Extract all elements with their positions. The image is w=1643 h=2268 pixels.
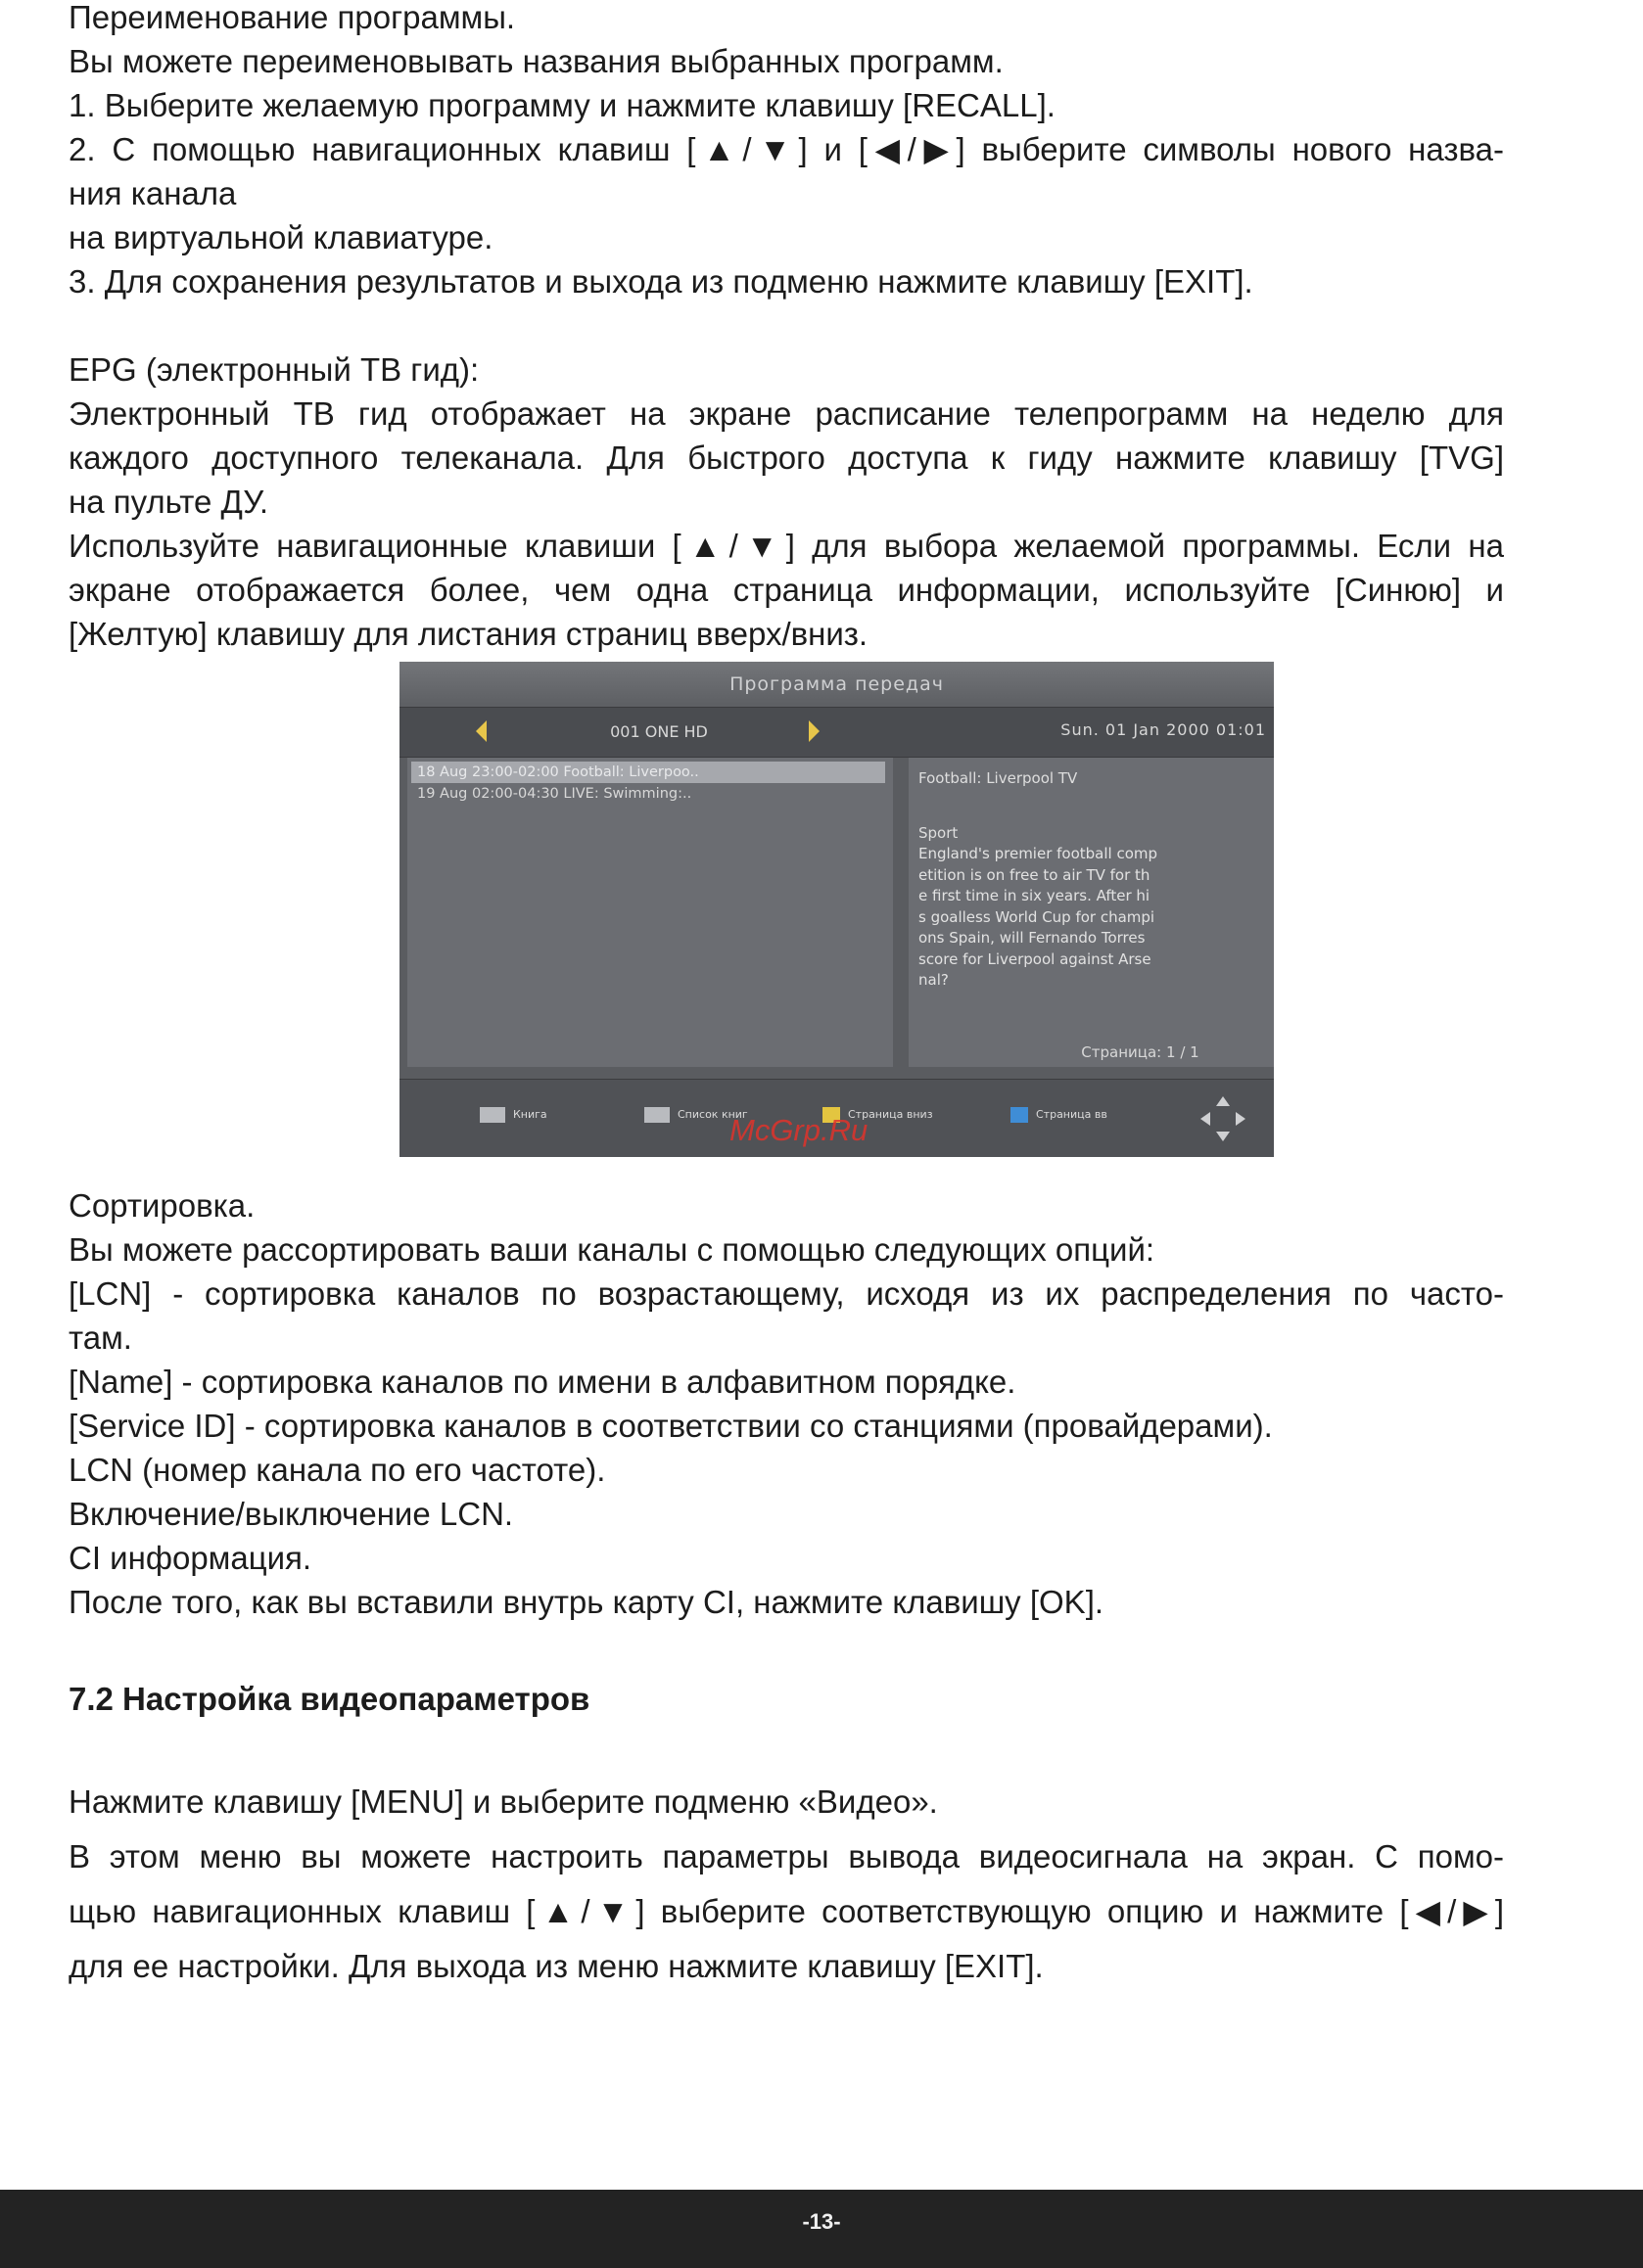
- page-number: -13-: [802, 2209, 841, 2234]
- paragraph-line: EPG (электронный ТВ гид):: [69, 351, 480, 388]
- epg-event-detail: [909, 758, 1274, 1067]
- epg-footer-blue: Страница вв: [1010, 1107, 1107, 1123]
- paragraph-line: [Желтую] клавишу для листания страниц вверх/вниз.: [69, 616, 868, 652]
- epg-screenshot: [399, 662, 1274, 1157]
- paragraph-line: там.: [69, 1319, 132, 1356]
- epg-event-row: 18 Aug 23:00-02:00 Football: Liverpoo..: [411, 762, 885, 783]
- paragraph-line: Используйте навигационные клавиши [▲/▼] для выбора желаемой программы. Если на: [69, 528, 1504, 564]
- paragraph-line: 2. С помощью навигационных клавиш [▲/▼] и [◀/▶] выберите символы нового назва-: [69, 131, 1504, 167]
- paragraph-line: [LCN] - сортировка каналов по возрастающему, исходя из их распределения по часто-: [69, 1275, 1504, 1312]
- watermark: McGrp.Ru: [729, 1113, 868, 1147]
- paragraph-line: для ее настройки. Для выхода из меню нажмите клавишу [EXIT].: [69, 1948, 1044, 1984]
- paragraph-line: Вы можете переименовывать названия выбранных программ.: [69, 43, 1004, 79]
- epg-footer-yellow: Страница вниз: [822, 1107, 933, 1123]
- paragraph-line: ния канала: [69, 175, 237, 211]
- epg-detail-description: England's premier football comp etition is on free to air TV for th e first time in six years. After hi s goalless World Cup for champi ons Spain, will Fernando Torres score for Liverpool against Arse nal?: [918, 845, 1158, 989]
- dpad-icon: [1198, 1094, 1247, 1143]
- epg-event-list: [407, 758, 893, 1067]
- epg-datetime: Sun. 01 Jan 2000 01:01: [1060, 720, 1266, 739]
- paragraph-line: 3. Для сохранения результатов и выхода из подменю нажмите клавишу [EXIT].: [69, 263, 1253, 300]
- paragraph-line: CI информация.: [69, 1540, 312, 1576]
- paragraph-line: Вы можете рассортировать ваши каналы с помощью следующих опций:: [69, 1231, 1155, 1268]
- list-key-icon: [644, 1107, 670, 1123]
- page-text-top: [69, 0, 1504, 656]
- ok-key-icon: [480, 1107, 505, 1123]
- paragraph-line: LCN (номер канала по его частоте).: [69, 1452, 606, 1488]
- arrow-left-icon: [476, 720, 487, 742]
- video-section: [69, 1775, 1504, 1994]
- sorting-section: [69, 1183, 1504, 1624]
- paragraph-line: [Service ID] - сортировка каналов в соответствии со станциями (провайдерами).: [69, 1408, 1273, 1444]
- epg-title: Программа передач: [399, 662, 1274, 707]
- epg-channel-name: 001 ONE HD: [610, 722, 708, 741]
- paragraph-line: Сортировка.: [69, 1187, 256, 1224]
- paragraph-line: Электронный ТВ гид отображает на экране расписание телепрограмм на неделю для: [69, 395, 1504, 432]
- paragraph-line: экране отображается более, чем одна страница информации, используйте [Синюю] и: [69, 572, 1504, 608]
- epg-footer-ok: Книга: [480, 1107, 547, 1123]
- paragraph-line: 1. Выберите желаемую программу и нажмите клавишу [RECALL].: [69, 87, 1056, 123]
- epg-detail-title: Football: Liverpool TV: [918, 769, 1078, 787]
- epg-detail-genre: Sport: [918, 824, 959, 842]
- section-heading: 7.2 Настройка видеопараметров: [69, 1681, 590, 1717]
- epg-event-row: 19 Aug 02:00-04:30 LIVE: Swimming:..: [417, 786, 692, 802]
- arrow-right-icon: [809, 720, 820, 742]
- epg-footer-list: Список книг: [644, 1107, 748, 1123]
- paragraph-line: на виртуальной клавиатуре.: [69, 219, 493, 255]
- paragraph-line: каждого доступного телеканала. Для быстрого доступа к гиду нажмите клавишу [TVG]: [69, 440, 1504, 476]
- paragraph-line: Включение/выключение LCN.: [69, 1496, 514, 1532]
- paragraph-line: Переименование программы.: [69, 0, 516, 35]
- paragraph-line: [Name] - сортировка каналов по имени в алфавитном порядке.: [69, 1364, 1016, 1400]
- paragraph-line: После того, как вы вставили внутрь карту CI, нажмите клавишу [OK].: [69, 1584, 1104, 1620]
- paragraph-line: В этом меню вы можете настроить параметры вывода видеосигнала на экран. С помо-: [69, 1838, 1504, 1875]
- paragraph-line: щью навигационных клавиш [▲/▼] выберите соответствующую опцию и нажмите [◀/▶]: [69, 1893, 1504, 1929]
- blue-key-icon: [1010, 1107, 1028, 1123]
- paragraph-line: Нажмите клавишу [MENU] и выберите подменю «Видео».: [69, 1783, 938, 1820]
- epg-page-indicator: Страница: 1 / 1: [1081, 1043, 1199, 1061]
- paragraph-line: на пульте ДУ.: [69, 484, 268, 520]
